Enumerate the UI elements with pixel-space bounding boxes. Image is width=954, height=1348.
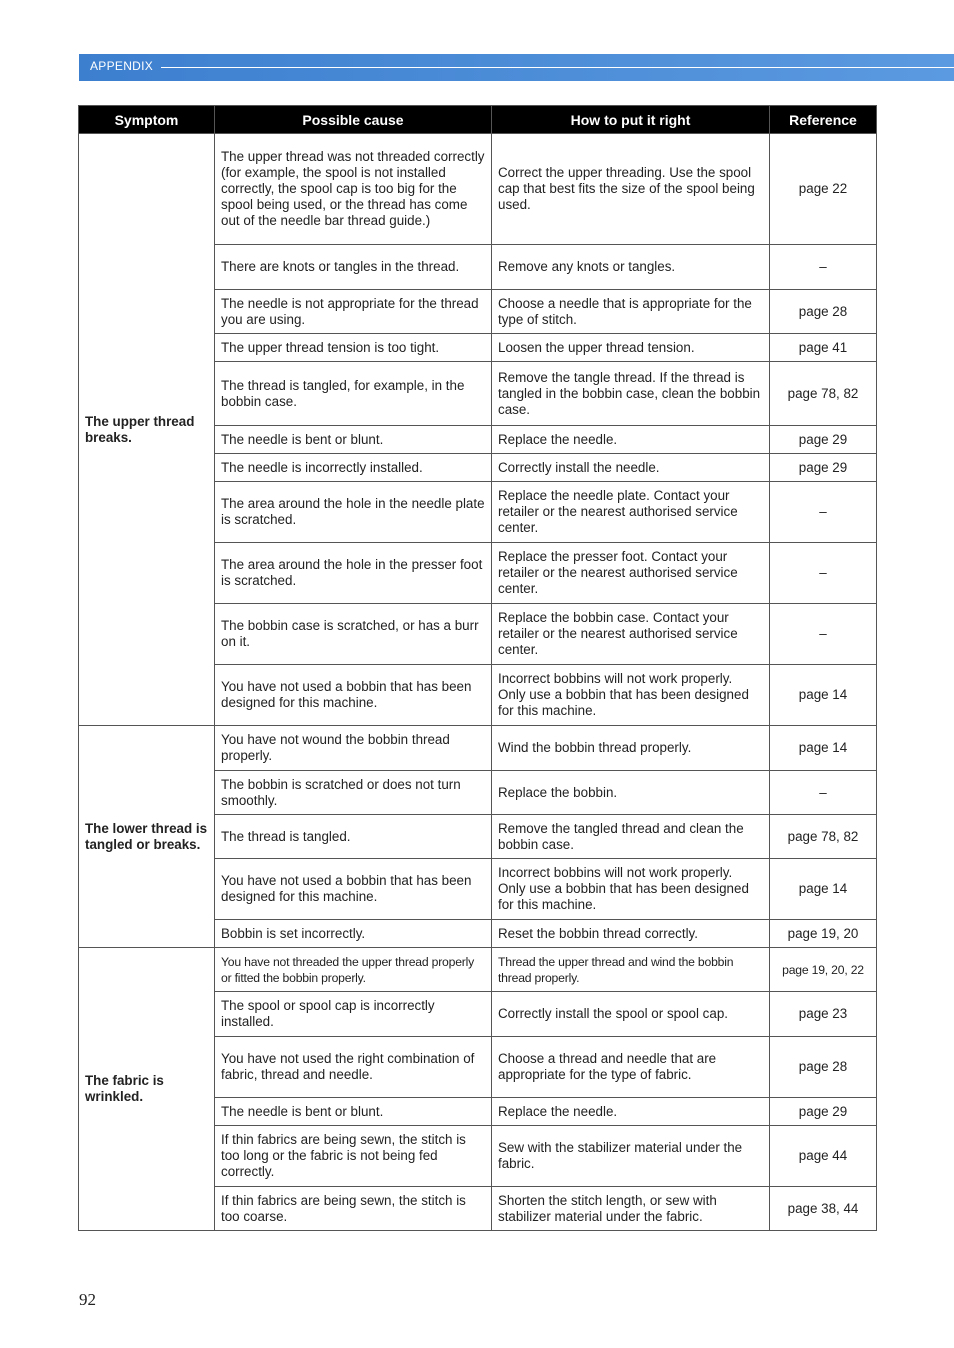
reference-cell: – — [770, 604, 877, 665]
reference-cell: page 28 — [770, 290, 877, 334]
cause-cell: The thread is tangled, for example, in the bobbin case. — [215, 362, 492, 426]
remedy-cell: Remove any knots or tangles. — [492, 245, 770, 290]
cause-cell: The bobbin case is scratched, or has a burr on it. — [215, 604, 492, 665]
reference-cell: page 29 — [770, 426, 877, 454]
remedy-cell: Correct the upper threading. Use the spool cap that best fits the size of the spool being used. — [492, 134, 770, 245]
cause-cell: You have not wound the bobbin thread properly. — [215, 726, 492, 771]
cause-cell: You have not used a bobbin that has been designed for this machine. — [215, 859, 492, 920]
reference-cell: – — [770, 482, 877, 543]
column-header-remedy: How to put it right — [492, 106, 770, 134]
symptom-cell: The lower thread is tangled or breaks. — [79, 726, 215, 948]
cause-cell: The upper thread was not threaded correctly (for example, the spool is not installed correctly, the spool cap is too big for the spool being used, or the thread has come out of the needle bar thread guide.) — [215, 134, 492, 245]
cause-cell: The needle is bent or blunt. — [215, 426, 492, 454]
table-row — [79, 948, 877, 992]
remedy-cell: Correctly install the needle. — [492, 454, 770, 482]
reference-cell: page 14 — [770, 859, 877, 920]
reference-cell: page 29 — [770, 454, 877, 482]
cause-cell: You have not used the right combination of fabric, thread and needle. — [215, 1037, 492, 1098]
reference-cell: – — [770, 771, 877, 815]
reference-cell: page 22 — [770, 134, 877, 245]
reference-cell: page 78, 82 — [770, 362, 877, 426]
column-header-symptom: Symptom — [79, 106, 215, 134]
table-row — [79, 134, 877, 245]
troubleshooting-table — [78, 105, 877, 1231]
reference-cell: – — [770, 245, 877, 290]
reference-cell: page 41 — [770, 334, 877, 362]
cause-cell: The spool or spool cap is incorrectly installed. — [215, 992, 492, 1037]
cause-cell: The bobbin is scratched or does not turn smoothly. — [215, 771, 492, 815]
table-header-row — [79, 106, 877, 134]
reference-cell: page 14 — [770, 726, 877, 771]
cause-cell: If thin fabrics are being sewn, the stitch is too long or the fabric is not being fed correctly. — [215, 1126, 492, 1187]
cause-cell: The needle is bent or blunt. — [215, 1098, 492, 1126]
remedy-cell: Choose a thread and needle that are appropriate for the type of fabric. — [492, 1037, 770, 1098]
remedy-cell: Replace the presser foot. Contact your retailer or the nearest authorised service center. — [492, 543, 770, 604]
remedy-cell: Shorten the stitch length, or sew with stabilizer material under the fabric. — [492, 1187, 770, 1231]
reference-cell: page 78, 82 — [770, 815, 877, 859]
column-header-cause: Possible cause — [215, 106, 492, 134]
cause-cell: The needle is not appropriate for the thread you are using. — [215, 290, 492, 334]
remedy-cell: Choose a needle that is appropriate for the type of stitch. — [492, 290, 770, 334]
remedy-cell: Replace the bobbin case. Contact your retailer or the nearest authorised service center. — [492, 604, 770, 665]
column-header-reference: Reference — [770, 106, 877, 134]
table-body — [79, 134, 877, 1231]
cause-cell: The area around the hole in the needle plate is scratched. — [215, 482, 492, 543]
header-rule — [161, 67, 954, 68]
remedy-cell: Remove the tangled thread and clean the bobbin case. — [492, 815, 770, 859]
table-row — [79, 726, 877, 771]
remedy-cell: Wind the bobbin thread properly. — [492, 726, 770, 771]
remedy-cell: Loosen the upper thread tension. — [492, 334, 770, 362]
cause-cell: If thin fabrics are being sewn, the stitch is too coarse. — [215, 1187, 492, 1231]
remedy-cell: Replace the needle. — [492, 1098, 770, 1126]
reference-cell: page 29 — [770, 1098, 877, 1126]
cause-cell: The thread is tangled. — [215, 815, 492, 859]
reference-cell: page 19, 20, 22 — [770, 948, 877, 992]
symptom-cell: The upper thread breaks. — [79, 134, 215, 726]
remedy-cell: Incorrect bobbins will not work properly. Only use a bobbin that has been designed for this machine. — [492, 859, 770, 920]
remedy-cell: Sew with the stabilizer material under the fabric. — [492, 1126, 770, 1187]
remedy-cell: Replace the needle. — [492, 426, 770, 454]
remedy-cell: Replace the bobbin. — [492, 771, 770, 815]
cause-cell: The needle is incorrectly installed. — [215, 454, 492, 482]
cause-cell: Bobbin is set incorrectly. — [215, 920, 492, 948]
cause-cell: There are knots or tangles in the thread. — [215, 245, 492, 290]
reference-cell: page 38, 44 — [770, 1187, 877, 1231]
reference-cell: – — [770, 543, 877, 604]
remedy-cell: Remove the tangle thread. If the thread is tangled in the bobbin case, clean the bobbin case. — [492, 362, 770, 426]
cause-cell: You have not used a bobbin that has been designed for this machine. — [215, 665, 492, 726]
cause-cell: The area around the hole in the presser foot is scratched. — [215, 543, 492, 604]
reference-cell: page 44 — [770, 1126, 877, 1187]
remedy-cell: Incorrect bobbins will not work properly. Only use a bobbin that has been designed for this machine. — [492, 665, 770, 726]
reference-cell: page 23 — [770, 992, 877, 1037]
remedy-cell: Thread the upper thread and wind the bobbin thread properly. — [492, 948, 770, 992]
remedy-cell: Replace the needle plate. Contact your retailer or the nearest authorised service center. — [492, 482, 770, 543]
section-label: APPENDIX — [90, 59, 154, 73]
symptom-cell: The fabric is wrinkled. — [79, 948, 215, 1231]
page-number: 92 — [79, 1290, 96, 1309]
cause-cell: The upper thread tension is too tight. — [215, 334, 492, 362]
appendix-header-bar — [79, 54, 954, 81]
remedy-cell: Reset the bobbin thread correctly. — [492, 920, 770, 948]
reference-cell: page 28 — [770, 1037, 877, 1098]
reference-cell: page 14 — [770, 665, 877, 726]
remedy-cell: Correctly install the spool or spool cap. — [492, 992, 770, 1037]
cause-cell: You have not threaded the upper thread properly or fitted the bobbin properly. — [215, 948, 492, 992]
reference-cell: page 19, 20 — [770, 920, 877, 948]
